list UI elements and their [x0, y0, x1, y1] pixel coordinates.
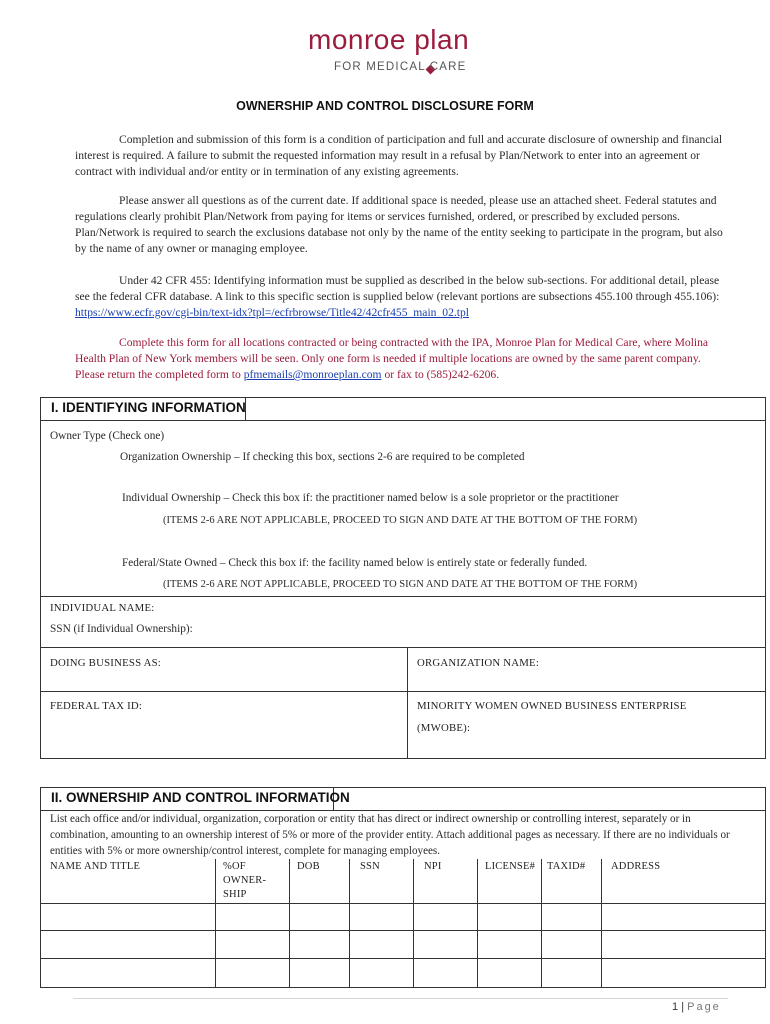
- page-number: 1 | Page: [672, 1001, 721, 1013]
- table-column-divider: [477, 859, 478, 987]
- option-individual-ownership[interactable]: Individual Ownership – Check this box if: the practitioner named below is a sole proprietor or the practitioner: [122, 492, 619, 504]
- federal-tax-id-field[interactable]: FEDERAL TAX ID:: [50, 700, 143, 712]
- intro-paragraph-1: Completion and submission of this form is a condition of participation and full and accurate disclosure of ownership and financial interest is required. A failure to submit the requested information may result in a refusal by Plan/Network to enter into an agreement or contract with individual and/or entity or in termination of any existing agreements.: [75, 133, 723, 178]
- column-header-dob: DOB: [297, 861, 320, 872]
- column-header-ssn: SSN: [360, 861, 380, 872]
- table-column-divider: [349, 859, 350, 987]
- intro-paragraph-4: Complete this form for all locations contracted or being contracted with the IPA, Monroe Plan for Medical Care, where Molina Health Plan of New York members will be seen. Only one form is needed if multiple locations are owned by the same parent company. Please return the completed form to pfmemails@monroeplan.com or fax to (585)242-6206.: [75, 336, 709, 381]
- option-federal-state-owned[interactable]: Federal/State Owned – Check this box if: the facility named below is entirely state or federally funded.: [122, 557, 588, 569]
- mwobe-field-line1[interactable]: MINORITY WOMEN OWNED BUSINESS ENTERPRISE: [417, 700, 687, 712]
- divider: [41, 691, 765, 692]
- intro-paragraph-2: Please answer all questions as of the current date. If additional space is needed, please use an attached sheet. Federal statutes and regulations clearly prohibit Plan/Network from paying for items or services furnished, ordered, or prescribed by excluded persons. Plan/Network is required to search the exclusions database not only by the name of the entity seeking to participate in the program, but also by the name of any owner or managing employee.: [75, 194, 723, 255]
- column-header-ownership: %OF OWNER-SHIP: [223, 861, 267, 900]
- email-link[interactable]: pfmemails@monroeplan.com: [243, 368, 382, 381]
- mwobe-field-line2: (MWOBE):: [417, 722, 471, 734]
- table-column-divider: [289, 859, 290, 987]
- section-ownership-control: [40, 787, 766, 988]
- doing-business-as-field[interactable]: DOING BUSINESS AS:: [50, 657, 161, 669]
- section-identifying-information: [40, 397, 766, 759]
- footer-divider: [73, 998, 728, 999]
- monroe-plan-logo: [300, 22, 510, 76]
- divider: [41, 596, 765, 597]
- ssn-field[interactable]: SSN (if Individual Ownership):: [50, 623, 193, 635]
- table-column-divider: [601, 859, 602, 987]
- note-individual: (ITEMS 2-6 ARE NOT APPLICABLE, PROCEED TO SIGN AND DATE AT THE BOTTOM OF THE FORM): [163, 515, 638, 526]
- logo-subtitle: FOR MEDICAL CARE: [334, 61, 467, 73]
- table-column-divider: [541, 859, 542, 987]
- section-1-header: [41, 398, 765, 421]
- intro-paragraph-3: Under 42 CFR 455: Identifying information must be supplied as described in the below sub-sections. For additional detail, please see the federal CFR database. A link to this specific section is supplied below (relevant portions are subsections 455.100 through 455.106): https://www.ecfr.gov/cgi-bin/text-idx?tpl=/ecfrbrowse/Title42/42cfr455_main_02.tpl: [75, 274, 720, 319]
- section-2-intro: List each office and/or individual, organization, corporation or entity that has direct or indirect ownership or controlling interest, separately or in combination, amounting to an ownership interest of 5% or more of the provider entity. Attach additional pages as necessary. If there are no individuals or entities with 5% or more ownership/control interest, complete for managing employees.: [50, 813, 730, 857]
- column-header-taxid: TAXID#: [547, 861, 586, 872]
- section-2-title: II. OWNERSHIP AND CONTROL INFORMATION: [51, 790, 350, 805]
- column-header-npi: NPI: [424, 861, 442, 872]
- option-organization-ownership[interactable]: Organization Ownership – If checking this box, sections 2-6 are required to be completed: [120, 451, 525, 463]
- column-divider: [407, 647, 408, 758]
- table-row-divider: [41, 930, 765, 931]
- table-row-divider: [41, 958, 765, 959]
- table-column-divider: [413, 859, 414, 987]
- section-2-header: [41, 788, 765, 811]
- column-header-name-title: NAME AND TITLE: [50, 861, 141, 872]
- table-row-divider: [41, 903, 765, 904]
- owner-type-label: Owner Type (Check one): [50, 430, 165, 442]
- divider: [41, 647, 765, 648]
- cfr-link[interactable]: https://www.ecfr.gov/cgi-bin/text-idx?tpl=/ecfrbrowse/Title42/42cfr455_main_02.tpl: [75, 306, 469, 319]
- column-header-address: ADDRESS: [611, 861, 661, 872]
- organization-name-field[interactable]: ORGANIZATION NAME:: [417, 657, 540, 669]
- section-1-title: I. IDENTIFYING INFORMATION: [51, 400, 246, 415]
- logo-wordmark: monroe plan: [308, 24, 470, 55]
- form-title: OWNERSHIP AND CONTROL DISCLOSURE FORM: [236, 99, 534, 113]
- column-header-license: LICENSE#: [485, 861, 536, 872]
- table-column-divider: [215, 859, 216, 987]
- individual-name-field[interactable]: INDIVIDUAL NAME:: [50, 602, 155, 614]
- note-federal: (ITEMS 2-6 ARE NOT APPLICABLE, PROCEED TO SIGN AND DATE AT THE BOTTOM OF THE FORM): [163, 579, 638, 590]
